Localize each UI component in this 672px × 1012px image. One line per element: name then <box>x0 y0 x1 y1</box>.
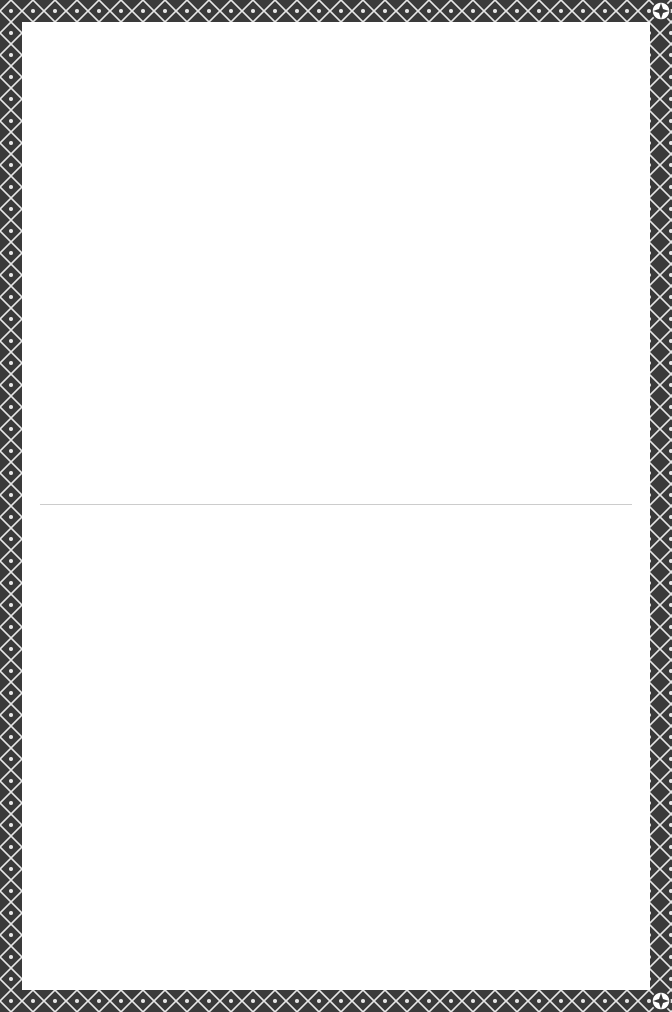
corner-ornament-icon <box>650 990 672 1012</box>
text-page <box>40 38 632 974</box>
upper-text-block <box>40 38 632 500</box>
corner-ornament-icon <box>650 0 672 22</box>
tier-divider <box>40 504 632 505</box>
lower-text-block <box>40 512 632 974</box>
